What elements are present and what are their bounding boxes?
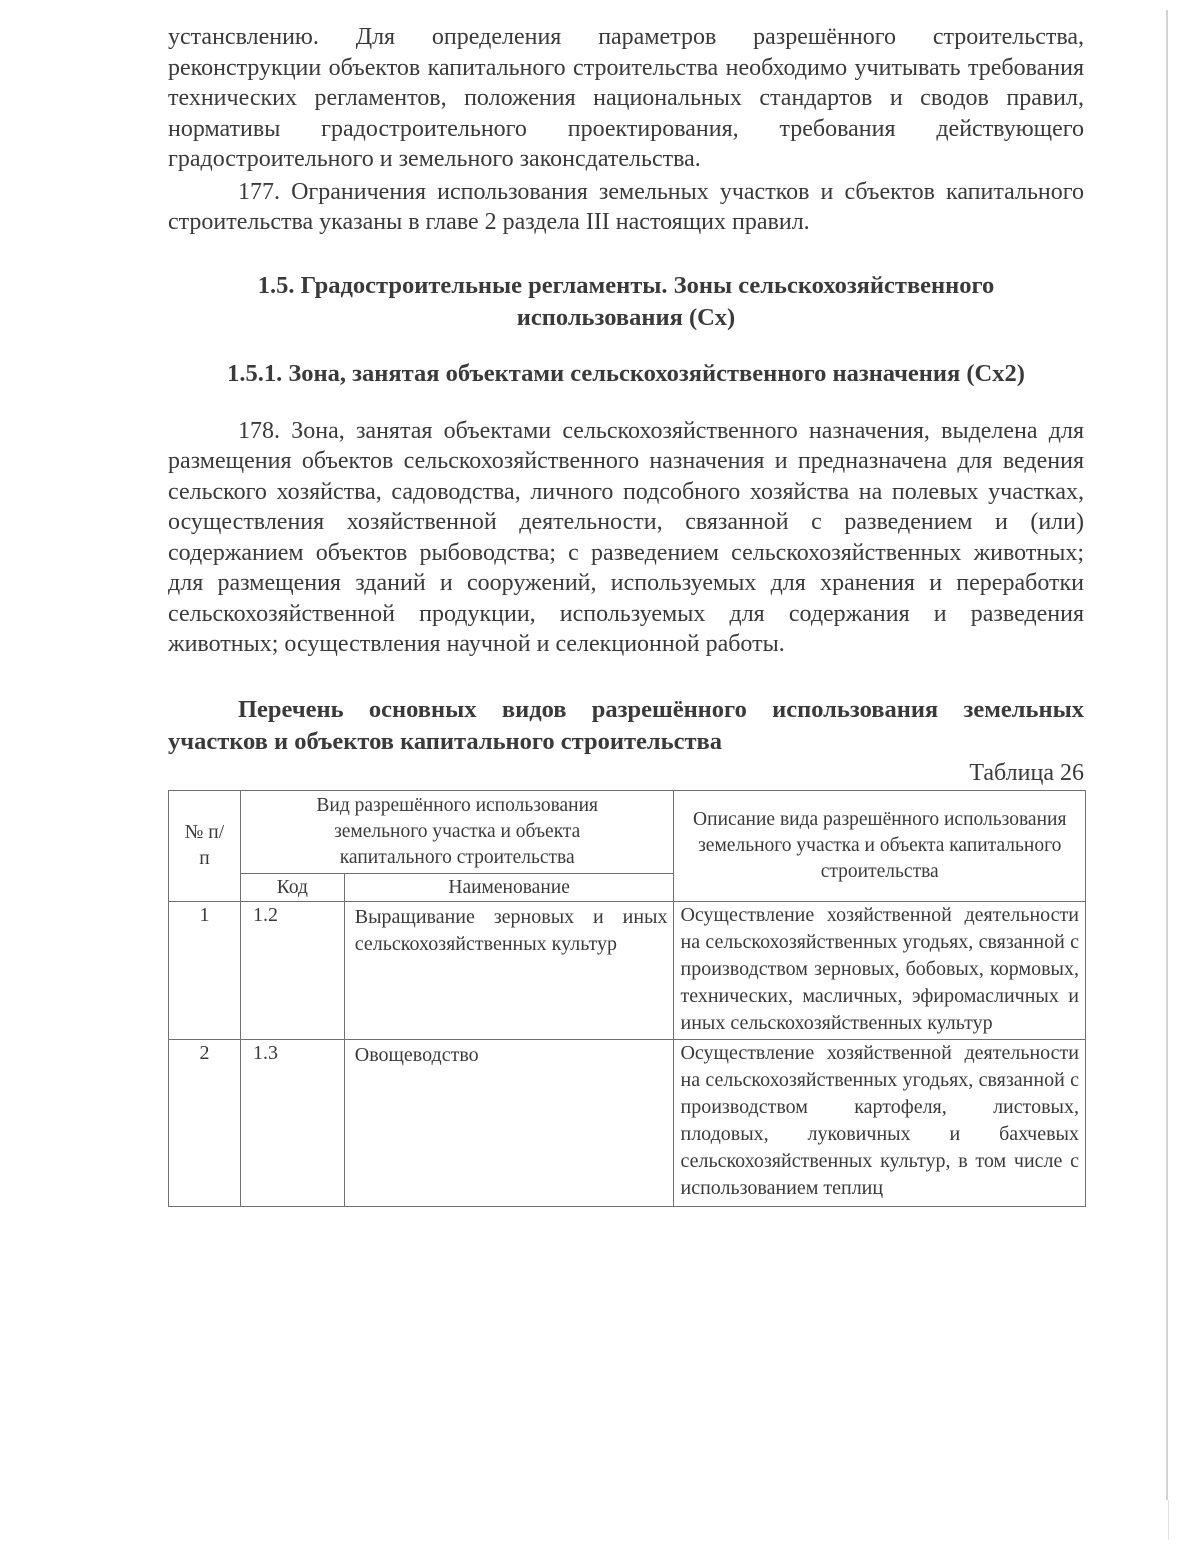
scan-edge-line	[1168, 1500, 1169, 1540]
row-description: Осуществление хозяйственной деятельности на сельскохозяйственных угодьях, связанной с производством картофеля, листовых, плодовых, луковичных и бахчевых сельскохозяйственных культур, в том числе с использованием теплиц	[674, 1039, 1086, 1206]
list-title: Перечень основных видов разрешённого использования земельных участков и объектов капитального строительства	[168, 695, 1084, 755]
row-name: Овощеводство	[344, 1039, 674, 1206]
section-title: 1.5. Градостроительные регламенты. Зоны сельскохозяйственного использования (Сх)	[257, 271, 995, 331]
table-label: Таблица 26	[969, 759, 1084, 786]
row-description: Осуществление хозяйственной деятельности на сельскохозяйственных угодьях, связанной с производством зерновых, бобовых, кормовых, технических, масличных, эфиромасличных и иных сельскохозяйственных культур	[674, 901, 1086, 1039]
table-row	[169, 1039, 1086, 1206]
row-number: 2	[169, 1039, 241, 1206]
header-number: № п/п	[169, 790, 241, 901]
header-description: Описание вида разрешённого использования земельного участка и объекта капитального строительства	[674, 790, 1086, 901]
document-page	[168, 22, 1084, 1207]
subsection-title: 1.5.1. Зона, занятая объектами сельскохозяйственного назначения (Сх2)	[227, 359, 1025, 387]
row-code: 1.3	[240, 1039, 344, 1206]
table-row	[169, 901, 1086, 1039]
header-code: Код	[240, 873, 344, 901]
row-name: Выращивание зерновых и иных сельскохозяйственных культур	[344, 901, 674, 1039]
scan-edge-line	[1166, 10, 1168, 1500]
header-name: Наименование	[344, 873, 674, 901]
paragraph-177: 177. Ограничения использования земельных участков и сбъектов капитального строительства указаны в главе 2 раздела III настоящих правил.	[168, 178, 1084, 235]
intro-paragraph: устансвлению. Для определения параметров разрешённого строительства, реконструкции объектов капитального строительства необходимо учитывать требования технических регламентов, положения национальных стандартов и сводов правил, нормативы градостроительного проектирования, требования действующего градостроительного и земельного законсдательства.	[168, 24, 1084, 172]
paragraph-178: 178. Зона, занятая объектами сельскохозяйственного назначения, выделена для размещения объектов сельскохозяйственного назначения и предназначена для ведения сельского хозяйства, садоводства, личного подсобного хозяйства на полевых участках, осуществления хозяйственной деятельности, связанной с разведением и (или) содержанием объектов рыбоводства; с разведением сельскохозяйственных животных; для размещения зданий и сооружений, используемых для хранения и переработки сельскохозяйственной продукции, используемых для содержания и разведения животных; осуществления научной и селекционной работы.	[168, 417, 1084, 657]
header-use-type: Вид разрешённого использования земельного участка и объекта капитального строительства	[240, 790, 674, 873]
row-number: 1	[169, 901, 241, 1039]
row-code: 1.2	[240, 901, 344, 1039]
allowed-use-table	[168, 790, 1086, 1207]
